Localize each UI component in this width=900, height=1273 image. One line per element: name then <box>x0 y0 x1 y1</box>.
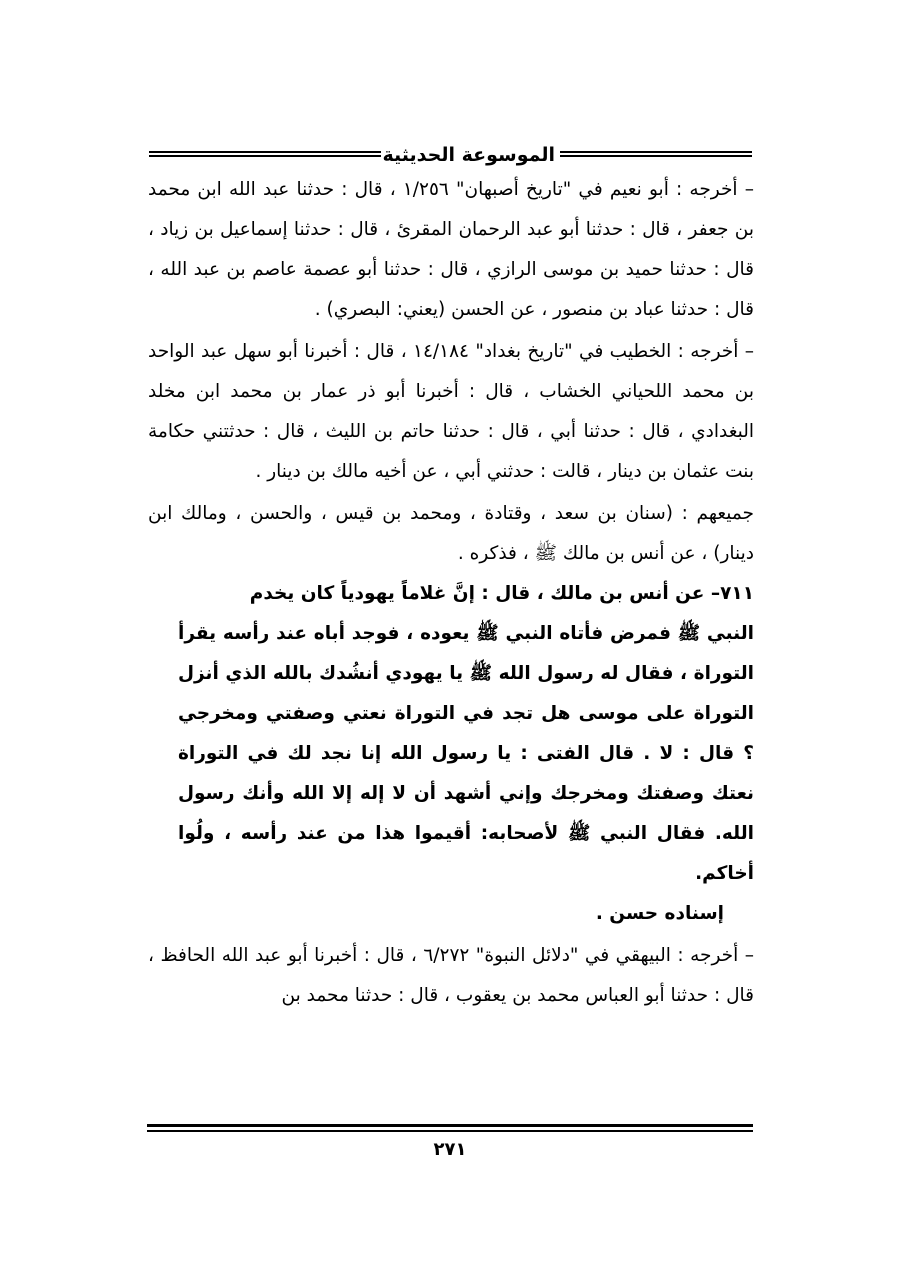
hadith-711-text <box>178 614 754 894</box>
text-line: جميعهم : (سنان بن سعد ، وقتادة ، ومحمد بن قيس ، والحسن ، ومالك <box>181 503 754 524</box>
hadith-line: التوراة على موسى هل تجد في التوراة نعتي وصفتي ومخرجي ؟ <box>178 703 754 764</box>
text-line: ابن دينار) ، عن أنس بن مالك ﷺ ، فذكره . <box>148 503 754 564</box>
page-body <box>148 170 754 1016</box>
text-line: ابن محمد بن جعفر ، قال : حدثنا أبو عبد الرحمان المقرئ ، قال : حدثنا <box>148 179 754 240</box>
header-rule-left <box>149 151 381 157</box>
header-rule-right <box>560 151 752 157</box>
text-line: إسماعيل بن زياد ، قال : حدثنا حميد بن موسى الرازي ، قال : حدثنا أبو <box>148 219 754 280</box>
hadith-line: ٧١١– عن أنس بن مالك ، قال : إنَّ غلاماً يهودياً كان يخدم <box>249 583 754 604</box>
hadith-line: وصفتك ومخرجك وإني أشهد أن لا إله إلا الله وأنك رسول الله. <box>178 783 754 844</box>
takhrij-al-bayhaqi <box>148 936 754 1016</box>
text-line: – أخرجه : أبو نعيم في "تاريخ أصبهان" ١/٢٥٦ ، قال : حدثنا عبد الله <box>229 179 754 200</box>
text-line: دينار . <box>255 461 301 482</box>
page-number: ٢٧١ <box>433 1139 467 1160</box>
text-line: – أخرجه : الخطيب في "تاريخ بغداد" ١٤/١٨٤ ، قال : أخبرنا أبو سهل <box>233 341 754 362</box>
text-line: حدثتني حكامة بنت عثمان بن دينار ، قالت : حدثني أبي ، عن أخيه مالك بن <box>148 421 754 482</box>
footer-rule <box>147 1124 753 1132</box>
hadith-line: فقال النبي ﷺ لأصحابه: أقيموا هذا من عند رأسه ، ولُوا أخاكم. <box>178 823 754 884</box>
text-line: عصمة عاصم بن عبد الله ، قال : حدثنا عباد بن منصور ، عن الحسن (يعني: <box>148 259 754 320</box>
takhrij-abu-nuaym <box>148 170 754 330</box>
page-header <box>149 143 752 169</box>
hadith-711-intro <box>148 574 754 614</box>
jamiuhum-summary <box>148 494 754 574</box>
hadith-line: النبي ﷺ فمرض فأتاه النبي ﷺ يعوده ، فوجد أباه عند رأسه يقرأ <box>178 623 754 644</box>
takhrij-al-khatib <box>148 332 754 492</box>
text-line: الحافظ ، قال : حدثنا أبو العباس محمد بن يعقوب ، قال : حدثنا محمد بن <box>148 945 754 1006</box>
text-line: عبد الواحد بن محمد اللحياني الخشاب ، قال : أخبرنا أبو ذر عمار بن محمد <box>148 341 754 402</box>
text-line: ابن مخلد البغدادي ، قال : حدثنا أبي ، قال : حدثنا حاتم بن الليث ، قال : <box>148 381 754 442</box>
text-line: البصري) . <box>314 299 391 320</box>
page-title: الموسوعة الحديثية <box>382 144 555 166</box>
text-line: – أخرجه : البيهقي في "دلائل النبوة" ٦/٢٧٢ ، قال : أخبرنا أبو عبد الله <box>221 945 754 966</box>
isnad-grading: إسناده حسن . <box>595 903 724 924</box>
hadith-line: التوراة ، فقال له رسول الله ﷺ يا يهودي أنشُدك بالله الذي أنزل <box>178 663 754 684</box>
hadith-line: قال : لا . قال الفتى : يا رسول الله إنا نجد لك في التوراة نعتك <box>178 743 754 804</box>
